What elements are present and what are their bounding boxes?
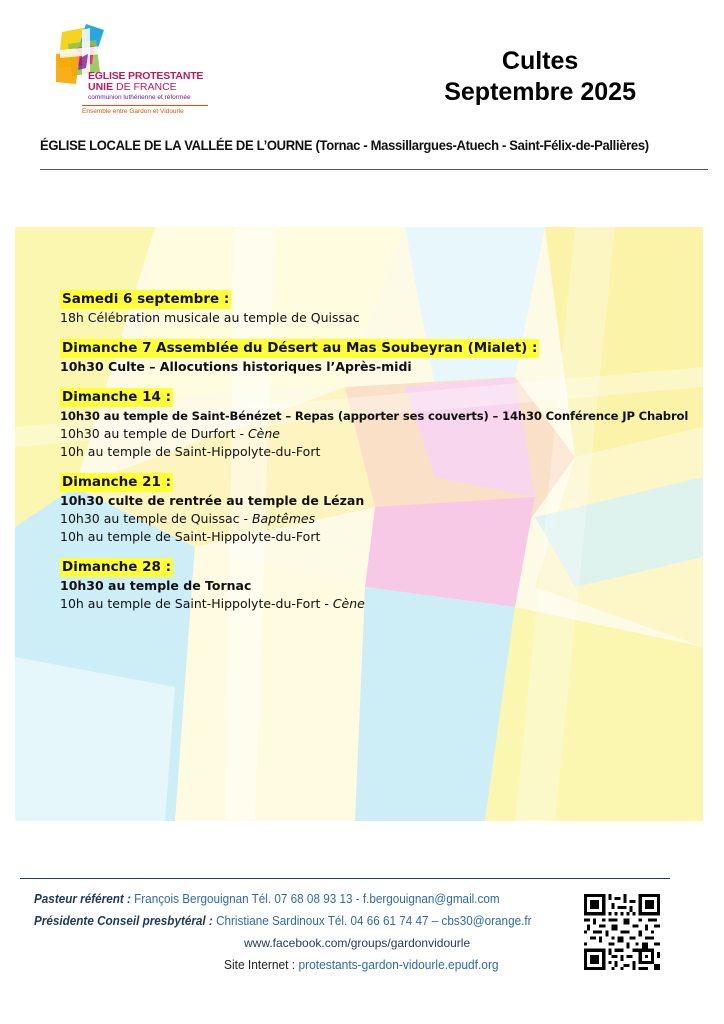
- event-item: [60, 339, 700, 376]
- title-line-2: Septembre 2025: [444, 78, 636, 106]
- event-line: 10h30 au temple de Durfort - Cène: [60, 426, 280, 441]
- qr-code-icon: [584, 894, 660, 970]
- logo-rule: [82, 105, 208, 106]
- facebook-link[interactable]: www.facebook.com/groups/gardonvidourle: [244, 936, 471, 950]
- logo-line-4: Ensemble entre Gardon et Vidourle: [82, 108, 184, 115]
- event-day: Dimanche 14 :: [62, 389, 171, 405]
- event-line: 10h30 au temple de Tornac: [60, 578, 252, 593]
- contact-block: [34, 888, 532, 932]
- event-line: 10h30 au temple de Quissac - Baptêmes: [60, 511, 316, 526]
- epudf-logo: [56, 24, 226, 124]
- header-divider: [40, 169, 708, 170]
- event-line: 10h30 Culte – Allocutions historiques l’Après-midi: [60, 359, 412, 374]
- logo-line-2: UNIE DE FRANCE: [88, 81, 177, 93]
- pastor-contact: Pasteur référent : François Bergouignan Tél. 07 68 08 93 13 - f.bergouignan@gmail.com: [34, 891, 500, 906]
- event-line: 18h Célébration musicale au temple de Quissac: [60, 310, 360, 325]
- event-item: [60, 558, 700, 613]
- president-contact: Présidente Conseil presbytéral : Christiane Sardinoux Tél. 04 66 61 74 47 – cbs30@orange.fr: [34, 913, 532, 928]
- page-title: [444, 46, 636, 108]
- event-day: Dimanche 21 :: [62, 474, 171, 490]
- church-name: ÉGLISE LOCALE DE LA VALLÉE DE L’OURNE (Tornac - Massillargues-Atuech - Saint-Félix-de-Pallières): [40, 137, 649, 153]
- event-line: 10h au temple de Saint-Hippolyte-du-Fort - Cène: [60, 596, 365, 611]
- title-line-1: Cultes: [501, 47, 579, 75]
- event-item: [60, 473, 700, 546]
- footer-divider: [20, 878, 670, 879]
- event-day: Dimanche 7 Assemblée du Désert au Mas Soubeyran (Mialet) :: [62, 340, 538, 356]
- logo-line-3: communion luthérienne et réformée: [88, 94, 191, 101]
- event-line: 10h au temple de Saint-Hippolyte-du-Fort: [60, 444, 321, 459]
- event-day: Samedi 6 septembre :: [62, 291, 230, 307]
- event-line: 10h30 au temple de Saint-Bénézet – Repas (apporter ses couverts) – 14h30 Conférence JP Chabrol: [60, 409, 689, 423]
- logo-line-1: EGLISE PROTESTANTE: [88, 70, 204, 82]
- event-item: [60, 388, 700, 461]
- event-day: Dimanche 28 :: [62, 559, 171, 575]
- website-link[interactable]: Site Internet : protestants-gardon-vidourle.epudf.org: [224, 957, 499, 972]
- event-line: 10h au temple de Saint-Hippolyte-du-Fort: [60, 529, 321, 544]
- events-list: [60, 290, 700, 625]
- event-line: 10h30 culte de rentrée au temple de Lézan: [60, 493, 365, 508]
- event-item: [60, 290, 700, 327]
